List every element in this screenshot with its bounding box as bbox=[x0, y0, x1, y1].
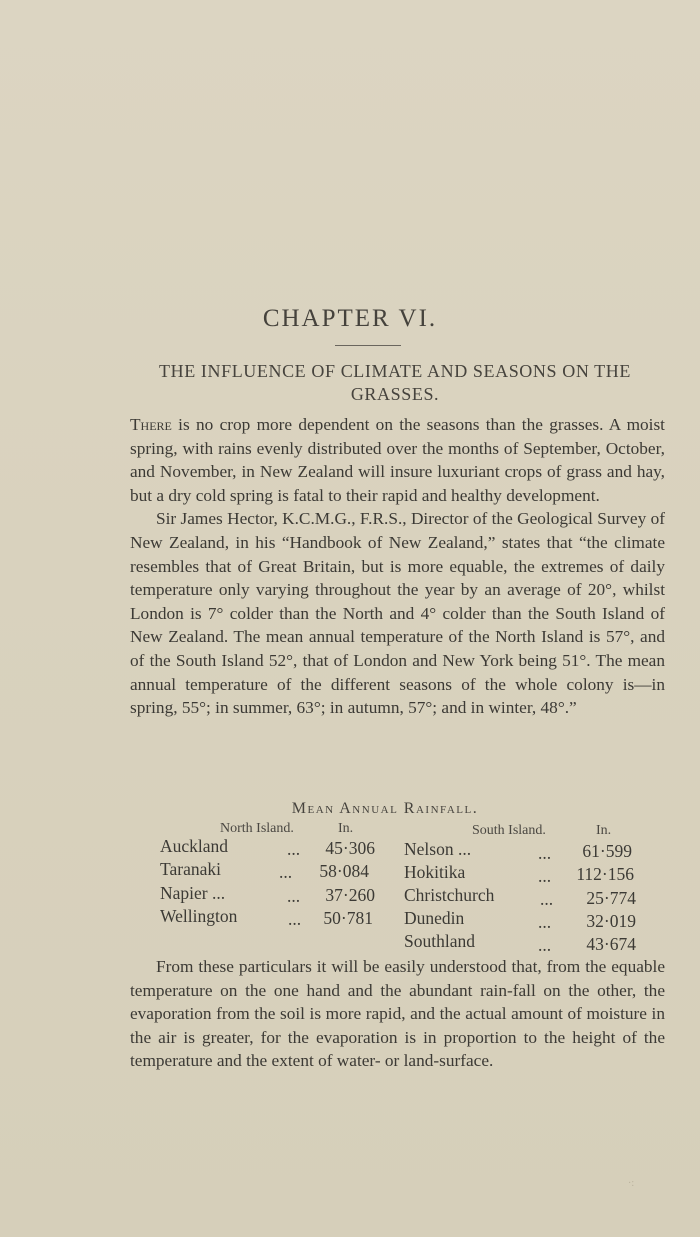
rainfall-row-south-1 bbox=[404, 862, 465, 883]
rainfall-row-south-3 bbox=[404, 908, 464, 929]
drop-word: There bbox=[130, 415, 172, 434]
rainfall-dots: ... bbox=[288, 909, 302, 929]
rainfall-value: 50·781 bbox=[323, 908, 373, 928]
rainfall-dots: ... bbox=[538, 935, 552, 955]
rainfall-value: 45·306 bbox=[325, 838, 375, 858]
place-name: Christchurch bbox=[404, 885, 495, 905]
place-name: Dunedin bbox=[404, 908, 465, 928]
place-name: Napier ... bbox=[160, 883, 226, 903]
closing-paragraph: From these particulars it will be easily understood that, from the equable temperature on the one hand and the abundant rain-fall on the other, the evaporation from the soil is more rapid, and the actual amount of moisture in the air is greater, for the evaporation is in proportion to the height of the temperature and the extent of water- or land-surface. bbox=[130, 957, 665, 1071]
south-island-header: South Island. bbox=[472, 823, 546, 838]
rainfall-dots: ... bbox=[279, 862, 293, 882]
rainfall-dots: ... bbox=[540, 889, 554, 909]
rainfall-row-south-0 bbox=[404, 839, 471, 860]
title-rule bbox=[335, 345, 401, 346]
north-island-header: North Island. bbox=[220, 821, 294, 836]
rainfall-dots: ... bbox=[287, 839, 301, 859]
section-title: THE INFLUENCE OF CLIMATE AND SEASONS ON THE GRASSES. bbox=[159, 361, 631, 404]
rainfall-value: 112·156 bbox=[576, 864, 634, 884]
rainfall-row-south-4 bbox=[404, 931, 475, 952]
north-unit-header: In. bbox=[338, 821, 354, 836]
rainfall-value: 43·674 bbox=[586, 934, 636, 954]
intro-paragraph-1 bbox=[130, 413, 665, 507]
rainfall-value: 58·084 bbox=[319, 861, 369, 881]
place-name: Southland bbox=[404, 931, 475, 951]
south-unit-header: In. bbox=[596, 823, 612, 838]
paper-speck: ·: bbox=[628, 1178, 635, 1189]
place-name: Wellington bbox=[160, 906, 238, 926]
intro-text bbox=[130, 413, 665, 720]
rainfall-value: 25·774 bbox=[586, 888, 636, 908]
rainfall-dots: ... bbox=[538, 866, 552, 886]
rainfall-value: 37·260 bbox=[325, 885, 375, 905]
rainfall-value: 61·599 bbox=[582, 841, 632, 861]
intro-paragraph-1-rest: is no crop more dependent on the seasons than the grasses. A moist spring, with rains evenly distributed over the months of September, October, and November, in New Zealand will insure luxuriant crops of grass and hay, but a dry cold spring is fatal to their rapid and healthy development. bbox=[130, 415, 665, 505]
place-name: Hokitika bbox=[404, 862, 466, 882]
intro-paragraph-2: Sir James Hector, K.C.M.G., F.R.S., Director of the Geological Survey of New Zealand, in his “Handbook of New Zealand,” states that “the climate resembles that of Great Britain, but is more equable, the extremes of daily temperature only varying throughout the year by an average of 20°, whilst London is 7° colder than the North and 4° colder than the South Island of New Zealand. The mean annual temperature of the North Island is 57°, and of the South Island 52°, that of London and New York being 51°. The mean annual temperature of the different seasons of the whole colony is—in spring, 55°; in summer, 63°; in autumn, 57°; and in winter, 48°.” bbox=[130, 509, 665, 718]
closing-text bbox=[130, 955, 665, 1073]
rainfall-row-south-2 bbox=[404, 885, 494, 906]
rainfall-dots: ... bbox=[538, 843, 552, 863]
rainfall-row-north-2 bbox=[160, 883, 225, 904]
rainfall-table-title: Mean Annual Rainfall. bbox=[291, 800, 479, 817]
place-name: Auckland bbox=[160, 836, 229, 856]
place-name: Nelson ... bbox=[404, 839, 472, 859]
rainfall-value: 32·019 bbox=[586, 911, 636, 931]
rainfall-dots: ... bbox=[538, 912, 552, 932]
rainfall-row-north-1 bbox=[160, 859, 221, 880]
rainfall-dots: ... bbox=[287, 886, 301, 906]
place-name: Taranaki bbox=[160, 859, 221, 879]
chapter-title: CHAPTER VI. bbox=[262, 305, 438, 332]
rainfall-row-north-0 bbox=[160, 836, 228, 857]
rainfall-row-north-3 bbox=[160, 906, 237, 927]
